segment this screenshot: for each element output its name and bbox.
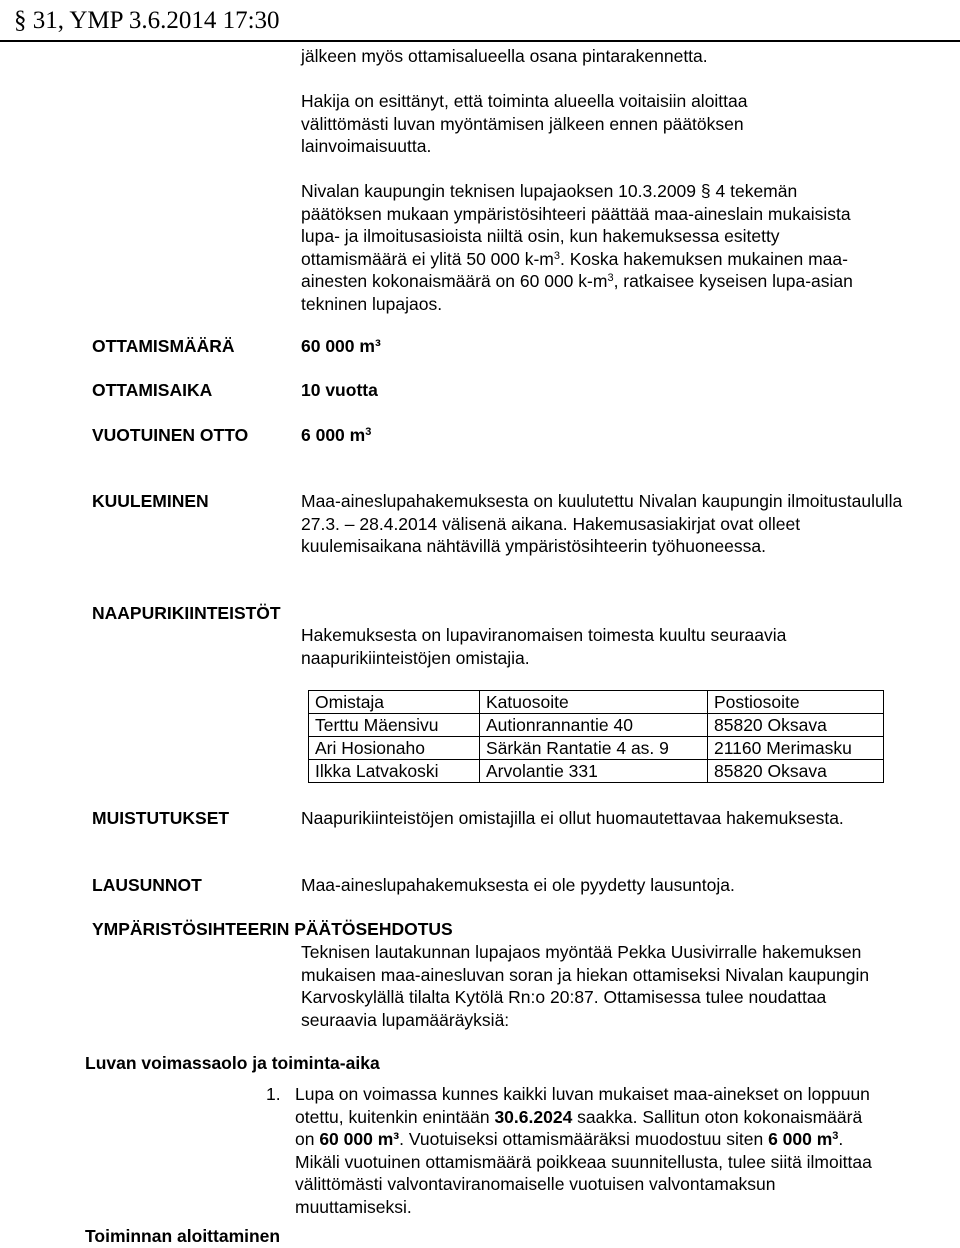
hearing-text: Maa-aineslupahakemuksesta on kuulutettu Nivalan kaupungin ilmoitustaululla 27.3. – 28.4.2014 välisenä aikana. Hakemusasiakirjat ovat olleet kuulemisaikana nähtävillä ympäristösihteerin työhuoneessa. bbox=[301, 491, 903, 556]
table-header-row bbox=[309, 691, 884, 714]
header-text: 31, YMP 3.6.2014 17:30 bbox=[32, 7, 280, 34]
table-cell: Arvolantie 331 bbox=[480, 760, 708, 783]
proposal-text: Teknisen lautakunnan lupajaos myöntää Pekka Uusivirralle hakemuksen mukaisen maa-ainesluvan soran ja hiekan ottamiseksi Nivalan kaupungin Karvoskylällä tilalta Kytölä Rn:o 20:87. Ottamisessa tulee noudattaa seuraavia lupamääräyksiä: bbox=[301, 942, 870, 1030]
statements-text: Maa-aineslupahakemuksesta ei ole pyydetty lausuntoja. bbox=[301, 875, 735, 895]
reminders-text: Naapurikiinteistöjen omistajilla ei ollut huomautettavaa hakemuksesta. bbox=[301, 808, 844, 828]
conditions-list bbox=[266, 1083, 886, 1218]
header-divider bbox=[0, 40, 960, 42]
annual-label: VUOTUINEN OTTO bbox=[92, 425, 249, 445]
statements-label: LAUSUNNOT bbox=[92, 875, 202, 895]
table-cell: Ari Hosionaho bbox=[309, 737, 480, 760]
column-header: Katuosoite bbox=[480, 691, 708, 714]
page-header bbox=[14, 4, 280, 38]
list-item bbox=[266, 1083, 886, 1218]
table-cell: 85820 Oksava bbox=[708, 760, 884, 783]
neighbours-text: Hakemuksesta on lupaviranomaisen toimesta kuultu seuraavia naapurikiinteistöjen omistajia. bbox=[301, 625, 787, 668]
neighbours-table bbox=[308, 690, 884, 783]
table-cell: Terttu Mäensivu bbox=[309, 714, 480, 737]
item-text: Lupa on voimassa kunnes kaikki luvan mukaiset maa-ainekset on loppuun otettu, kuitenkin enintään 30.6.2024 saakka. Sallitun oton kokonaismäärä on 60 000 m³. Vuotuiseksi ottamismääräksi muodostuu siten 6 000 $m^3$. Mikäli vuotuinen ottamismäärä poikkeaa suunnitellusta, tulee siitä ilmoittaa välittömästi valvontaviranomaiselle vuotuisen valvontamaksun muuttamiseksi. bbox=[295, 1084, 872, 1217]
validity-heading: Luvan voimassaolo ja toiminta-aika bbox=[85, 1053, 380, 1073]
time-value: 10 vuotta bbox=[301, 380, 378, 400]
neighbours-label: NAAPURIKIINTEISTÖT bbox=[92, 603, 281, 623]
hearing-label: KUULEMINEN bbox=[92, 491, 209, 511]
start-heading: Toiminnan aloittaminen bbox=[85, 1226, 281, 1246]
intro-line-1: jälkeen myös ottamisalueella osana pintarakennetta. bbox=[301, 46, 708, 66]
table-row bbox=[309, 760, 884, 783]
table-row bbox=[309, 737, 884, 760]
column-header: Omistaja bbox=[309, 691, 480, 714]
table-cell: 85820 Oksava bbox=[708, 714, 884, 737]
delegation-paragraph: Nivalan kaupungin teknisen lupajaoksen 10.3.2009 § 4 tekemän päätöksen mukaan ympäristösihteeri päättää maa-aineslain mukaisista lupa- ja ilmoitusasioista niiltä osin, kun hakemuksessa esitetty ottamismäärä ei ylitä 50 000 $k-m^3$. Koska hakemuksen mukainen maa-ainesten kokonaismäärä on 60 000 $k-m^3$, ratkaisee kyseisen lupa-asian tekninen lupajaos. bbox=[301, 181, 853, 314]
column-header: Postiosoite bbox=[708, 691, 884, 714]
table-cell: 21160 Merimasku bbox=[708, 737, 884, 760]
amount-value: 60 000 m³ bbox=[301, 336, 381, 356]
reminders-label: MUISTUTUKSET bbox=[92, 808, 230, 828]
annual-value: 6 000 $m^3$ bbox=[301, 425, 372, 445]
table-row bbox=[309, 714, 884, 737]
table-cell: Särkän Rantatie 4 as. 9 bbox=[480, 737, 708, 760]
proposal-title: YMPÄRISTÖSIHTEERIN PÄÄTÖSEHDOTUS bbox=[92, 919, 453, 939]
section-symbol: § bbox=[700, 181, 711, 201]
section-symbol: § bbox=[14, 7, 27, 34]
table-cell: Autionrannantie 40 bbox=[480, 714, 708, 737]
time-label: OTTAMISAIKA bbox=[92, 380, 213, 400]
amount-label: OTTAMISMÄÄRÄ bbox=[92, 336, 235, 356]
table-cell: Ilkka Latvakoski bbox=[309, 760, 480, 783]
intro-paragraph: Hakija on esittänyt, että toiminta alueella voitaisiin aloittaa välittömästi luvan myöntämisen jälkeen ennen päätöksen lainvoimaisuutta. bbox=[301, 91, 748, 156]
item-number: 1. bbox=[266, 1084, 281, 1104]
